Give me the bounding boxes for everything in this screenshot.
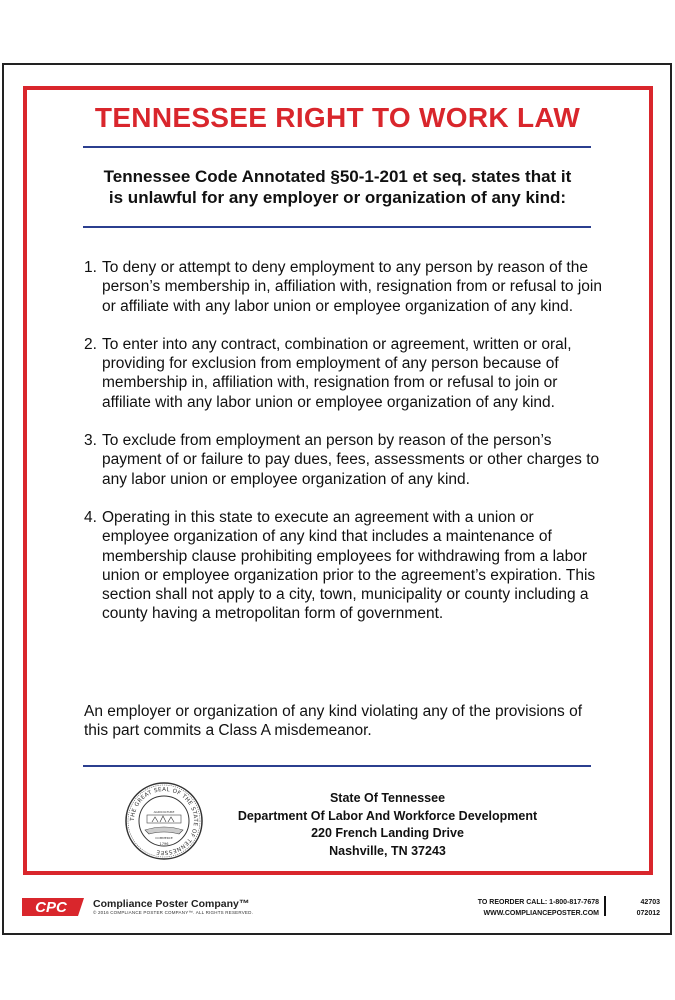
reorder-phone: TO REORDER CALL: 1-800-817-7678 bbox=[477, 899, 599, 906]
item-text: To enter into any contract, combination or agreement, written or oral, providing for exclusion from employment of any person because of membership in, affiliation with, resignation from or refusal to join or affiliate with any labor union or employee organization of any kind. bbox=[102, 335, 572, 411]
address-line-2: Department Of Labor And Workforce Development bbox=[237, 808, 538, 823]
footer-separator bbox=[604, 896, 606, 916]
logo-text: CPC bbox=[35, 899, 67, 916]
item-number: 1. bbox=[84, 259, 97, 276]
poster-title: TENNESSEE RIGHT TO WORK LAW bbox=[94, 102, 581, 133]
copyright: © 2016 COMPLIANCE POSTER COMPANY™. ALL RIGHTS RESERVED. bbox=[93, 910, 254, 915]
product-code: 42703 bbox=[640, 899, 660, 906]
address-line-1: State Of Tennessee bbox=[329, 791, 446, 805]
poster-subtitle bbox=[60, 166, 615, 208]
provisions-list bbox=[84, 258, 604, 643]
item-text: To exclude from employment an person by reason of the person’s payment of or failure to pay dues, fees, assessments or other charges to any labor union or employee organization of any kind. bbox=[102, 432, 600, 488]
address-line-3: 220 French Landing Drive bbox=[311, 826, 464, 840]
closing-statement: An employer or organization of any kind violating any of the provisions of this part commits a Class A misdemeanor. bbox=[84, 703, 583, 740]
subtitle-line-1: Tennessee Code Annotated §50-1-201 et seq. states that it bbox=[103, 167, 572, 186]
seal-outer-text: THE GREAT SEAL OF THE STATE OF TENNESSEE bbox=[129, 786, 199, 856]
company-name: Compliance Poster Company™ bbox=[93, 898, 250, 910]
item-text: Operating in this state to execute an agreement with a union or employee organization of any kind that includes a maintenance of membership clause prohibiting employees for withdrawing from a labor union or employee organization prior to the agreement’s expiration. This section shall not apply to a city, town, municipality or county including a county having a metropolitan form of government. bbox=[102, 508, 596, 623]
seal-word-commerce: COMMERCE bbox=[155, 836, 173, 840]
list-item bbox=[84, 431, 604, 489]
address-line-4: Nashville, TN 37243 bbox=[329, 843, 446, 858]
list-item bbox=[84, 508, 604, 624]
revision-code: 072012 bbox=[636, 910, 660, 917]
item-number: 3. bbox=[84, 432, 97, 450]
item-text: To deny or attempt to deny employment to any person by reason of the person’s membership in, affiliation with, resignation from or refusal to join or affiliate with any labor union or employee organization of any kind. bbox=[102, 259, 602, 315]
seal-word-agriculture: AGRICULTURE bbox=[153, 810, 175, 814]
list-item bbox=[84, 258, 604, 316]
list-item bbox=[84, 335, 604, 412]
cpc-logo bbox=[20, 897, 86, 917]
agency-address bbox=[215, 790, 560, 860]
subtitle-divider bbox=[83, 226, 591, 228]
reorder-info bbox=[478, 897, 599, 919]
item-number: 4. bbox=[84, 508, 97, 526]
seal-year: 1796 bbox=[159, 842, 169, 846]
state-seal-icon bbox=[125, 782, 203, 860]
product-codes bbox=[614, 897, 660, 919]
title-divider bbox=[83, 146, 591, 148]
subtitle-line-2: is unlawful for any employer or organization of any kind: bbox=[108, 188, 567, 207]
reorder-website: WWW.COMPLIANCEPOSTER.COM bbox=[483, 910, 599, 917]
footer-divider bbox=[83, 765, 591, 767]
item-number: 2. bbox=[84, 335, 97, 353]
